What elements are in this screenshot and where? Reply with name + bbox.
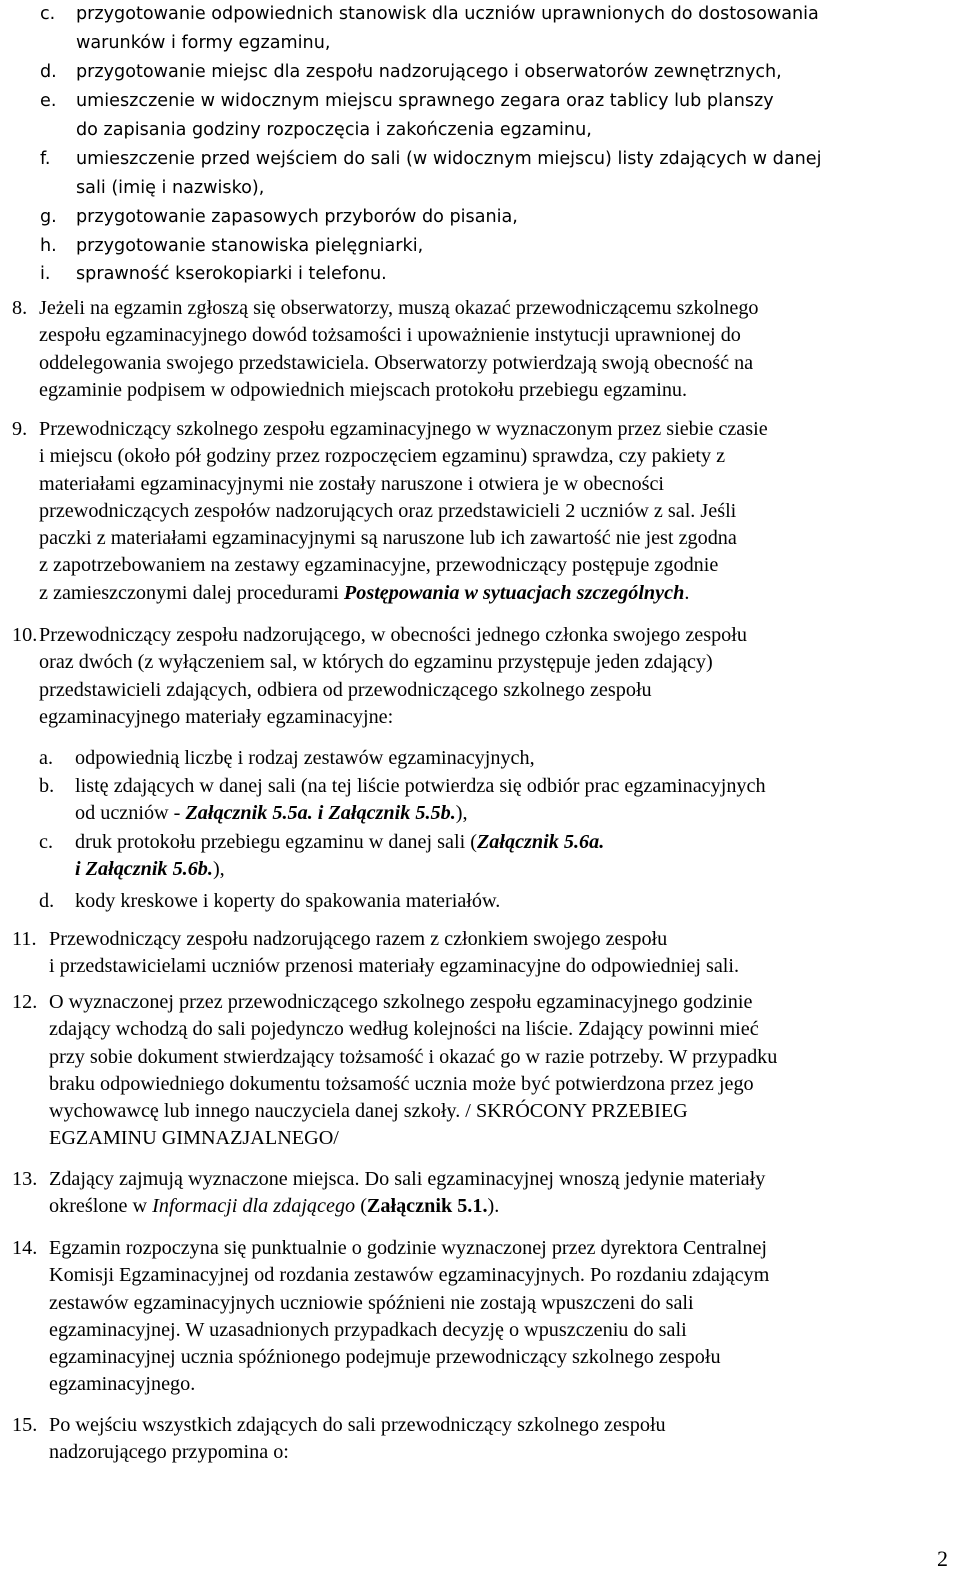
line: Egzamin rozpoczyna się punktualnie o godzinie wyznaczonej przez dyrektora Centralnej	[49, 1237, 768, 1259]
line: przy sobie dokument stwierdzający tożsamość i okazać go w razie potrzeby. W przypadku	[49, 1045, 778, 1068]
attachment-reference: Załącznik 5.6a.	[476, 831, 605, 853]
line: odpowiednią liczbę i rodzaj zestawów egzaminacyjnych,	[75, 747, 535, 769]
procedure-reference: Postępowania w sytuacjach szczególnych	[343, 581, 685, 604]
line: przedstawicieli zdających, odbiera od przewodniczącego szkolnego zespołu	[39, 678, 652, 701]
line: egzaminacyjnego.	[49, 1373, 196, 1396]
line: i Załącznik 5.6b.),	[75, 858, 225, 881]
line: sprawność kserokopiarki i telefonu.	[76, 264, 387, 284]
line: paczki z materiałami egzaminacyjnymi są naruszone lub ich zawartość nie jest zgodna	[39, 527, 737, 550]
line: warunków i formy egzaminu,	[76, 33, 331, 53]
document-title: Informacji dla zdającego	[152, 1195, 356, 1218]
line: przygotowanie odpowiednich stanowisk dla uczniów uprawnionych do dostosowania	[76, 4, 819, 24]
document-page: c. przygotowanie odpowiednich stanowisk dla uczniów uprawnionych do dostosowania warunków i formy egzaminu, d. przygotowanie miejsc dla zespołu nadzorującego i obserwatorów zewnętrznych, e. umieszczenie w widocznym miejscu sprawnego zegara oraz tablicy lub planszy do zapisania godziny rozpoczęcia i zakończenia egzaminu, f. umieszczenie przed wejściem do sali (w widocznym miejscu) listy zdających w danej sali (imię i nazwisko), g. przygotowanie zapasowych przyborów do pisania, h. przygotowanie stanowiska pielęgniarki, i. sprawność kserokopiarki i telefonu. 8. Jeżeli na egzamin zgłoszą się obserwatorzy, muszą okazać przewodniczącemu szkolnego zespołu egzaminacyjnego dowód tożsamości i upoważnienie instytucji uprawnionej do oddelegowania swojego przedstawiciela. Obserwatorzy potwierdzają swoją obecność na egzaminie podpisem w odpowiednich miejscach protokołu przebiegu egzaminu. 9. Przewodniczący szkolnego zespołu egzaminacyjnego w wyznaczonym przez siebie czasie i miejscu (około pół godziny przez rozpoczęciem egzaminu) sprawdza, czy pakiety z materiałami egzaminacyjnymi nie zostały naruszone i otwiera je w obecności przewodniczących zespołów nadzorujących oraz przedstawicieli 2 uczniów z sal. Jeśli paczki z materiałami egzaminacyjnymi są naruszone lub ich zawartość nie jest zgodna z zapotrzebowaniem na zestawy egzaminacyjne, przewodniczący postępuje zgodnie z zamieszczonymi dalej procedurami Postępowania w sytuacjach szczególnych. 10. Przewodniczący zespołu nadzorującego, w obecności jednego członka swojego zespołu oraz dwóch (z wyłączeniem sal, w których do egzaminu przystępuje jeden zdający) przedstawicieli zdających, odbiera od przewodniczącego szkolnego zespołu egzaminacyjnego materiały egzaminacyjne: a. odpowiednią liczbę i rodzaj zestawów egzaminacyjnych, b. listę zdających w danej sali (na tej liście potwierdza się odbiór prac egzaminacyjnych od uczniów - Załącznik 5.5a. i Załącznik 5.5b.), c. druk protokołu przebiegu egzaminu w danej sali (Załącznik 5.6a. i Załącznik 5.6b.), d. kody kreskowe i koperty do spakowania materiałów. 11. Przewodniczący zespołu nadzorującego razem z członkiem swojego zespołu i przedstawicielami uczniów przenosi materiały egzaminacyjne do odpowiedniej sali. 12. O wyznaczonej przez przewodniczącego szkolnego zespołu egzaminacyjnego godzinie zdający wchodzą do sali pojedynczo według kolejności na liście. Zdający powinni mieć przy sobie dokument stwierdzający tożsamość i okazać go w razie potrzeby. W przypadku braku odpowiedniego dokumentu tożsamość ucznia może być potwierdzona przez jego wychowawcę lub innego nauczyciela danej szkoły. / SKRÓCONY PRZEBIEG EGZAMINU GIMNAZJALNEGO/ 13. Zdający zajmują wyznaczone miejsca. Do sali egzaminacyjnej wnoszą jedynie materiały określone w Informacji dla zdającego (Załącznik 5.1.). 14. Egzamin rozpoczyna się punktualnie o godzinie wyznaczonej przez dyrektora Centralnej Komisji Egzaminacyjnej od rozdania zestawów egzaminacyjnych. Po rozdaniu zdającym zestawów egzaminacyjnych uczniowie spóźnieni nie zostają wpuszczeni do sali egzaminacyjnej. W uzasadnionych przypadkach decyzję o wpuszczeniu do sali egzaminacyjnej ucznia spóźnionego podejmuje przewodniczący szkolnego zespołu egzaminacyjnego. 15. Po wejściu wszystkich zdających do sali przewodniczący szkolnego zespołu nadzorującego przypomina o: 2	[0, 0, 960, 1586]
line: umieszczenie przed wejściem do sali (w widocznym miejscu) listy zdających w danej	[76, 149, 822, 169]
line: Przewodniczący szkolnego zespołu egzaminacyjnego w wyznaczonym przez siebie czasie	[39, 418, 768, 440]
attachment-reference: Załącznik 5.1.	[366, 1195, 488, 1218]
line: wychowawcę lub innego nauczyciela danej szkoły. / SKRÓCONY PRZEBIEG	[49, 1100, 688, 1123]
line: zespołu egzaminacyjnego dowód tożsamości i upoważnienie instytucji uprawnionej do	[39, 324, 741, 347]
line: materiałami egzaminacyjnymi nie zostały naruszone i otwiera je w obecności	[39, 472, 665, 495]
line: Zdający zajmują wyznaczone miejsca. Do sali egzaminacyjnej wnoszą jedynie materiały	[49, 1168, 766, 1190]
line: i miejscu (około pół godziny przez rozpoczęciem egzaminu) sprawdza, czy pakiety z	[39, 445, 726, 468]
line: Przewodniczący zespołu nadzorującego razem z członkiem swojego zespołu	[49, 928, 668, 950]
line: oraz dwóch (z wyłączeniem sal, w których do egzaminu przystępuje jeden zdający)	[39, 651, 713, 674]
line: egzaminie podpisem w odpowiednich miejscach protokołu przebiegu egzaminu.	[39, 378, 688, 401]
line: Komisji Egzaminacyjnej od rozdania zestawów egzaminacyjnych. Po rozdaniu zdającym	[49, 1264, 770, 1287]
line: z zamieszczonymi dalej procedurami Postępowania w sytuacjach szczególnych.	[39, 581, 690, 604]
attachment-reference: Załącznik 5.5a. i Załącznik 5.5b.	[185, 802, 456, 825]
line: egzaminacyjnej ucznia spóźnionego podejmuje przewodniczący szkolnego zespołu	[49, 1346, 721, 1369]
line: z zapotrzebowaniem na zestawy egzaminacyjne, przewodniczący postępuje zgodnie	[39, 554, 719, 577]
line: Jeżeli na egzamin zgłoszą się obserwatorzy, muszą okazać przewodniczącemu szkolnego	[39, 297, 759, 319]
line: określone w Informacji dla zdającego (Załącznik 5.1.).	[49, 1195, 500, 1218]
line: zdający wchodzą do sali pojedynczo według kolejności na liście. Zdający powinni mieć	[49, 1018, 759, 1041]
line: przygotowanie miejsc dla zespołu nadzorującego i obserwatorów zewnętrznych,	[76, 62, 782, 82]
line: Przewodniczący zespołu nadzorującego, w obecności jednego członka swojego zespołu	[39, 624, 747, 646]
line: przygotowanie stanowiska pielęgniarki,	[76, 236, 424, 256]
line: umieszczenie w widocznym miejscu sprawnego zegara oraz tablicy lub planszy	[76, 91, 774, 111]
line: listę zdających w danej sali (na tej liście potwierdza się odbiór prac egzaminacyjnych	[75, 775, 766, 797]
line: do zapisania godziny rozpoczęcia i zakończenia egzaminu,	[76, 120, 592, 140]
line: kody kreskowe i koperty do spakowania materiałów.	[75, 890, 501, 912]
line: przewodniczących zespołów nadzorujących oraz przedstawicieli 2 uczniów z sal. Jeśli	[39, 499, 737, 522]
attachment-reference: i Załącznik 5.6b.	[75, 858, 213, 881]
line: zestawów egzaminacyjnych uczniowie spóźnieni nie zostają wpuszczeni do sali	[49, 1291, 694, 1314]
line: Po wejściu wszystkich zdających do sali przewodniczący szkolnego zespołu	[49, 1414, 666, 1436]
line: i przedstawicielami uczniów przenosi materiały egzaminacyjne do odpowiedniej sali.	[49, 955, 740, 978]
line: egzaminacyjnej. W uzasadnionych przypadkach decyzję o wpuszczeniu do sali	[49, 1318, 687, 1341]
line: sali (imię i nazwisko),	[76, 178, 265, 198]
line: od uczniów - Załącznik 5.5a. i Załącznik 5.5b.),	[75, 802, 468, 825]
line: oddelegowania swojego przedstawiciela. Obserwatorzy potwierdzają swoją obecność na	[39, 351, 754, 374]
line: nadzorującego przypomina o:	[49, 1441, 289, 1464]
page-number: 2	[937, 1546, 948, 1571]
line: braku odpowiedniego dokumentu tożsamość ucznia może być potwierdzona przez jego	[49, 1072, 754, 1095]
line: przygotowanie zapasowych przyborów do pisania,	[76, 207, 518, 227]
line: O wyznaczonej przez przewodniczącego szkolnego zespołu egzaminacyjnego godzinie	[49, 991, 753, 1013]
line: egzaminacyjnego materiały egzaminacyjne:	[39, 705, 394, 728]
line: druk protokołu przebiegu egzaminu w danej sali (Załącznik 5.6a.	[75, 831, 605, 853]
line: EGZAMINU GIMNAZJALNEGO/	[49, 1127, 339, 1150]
